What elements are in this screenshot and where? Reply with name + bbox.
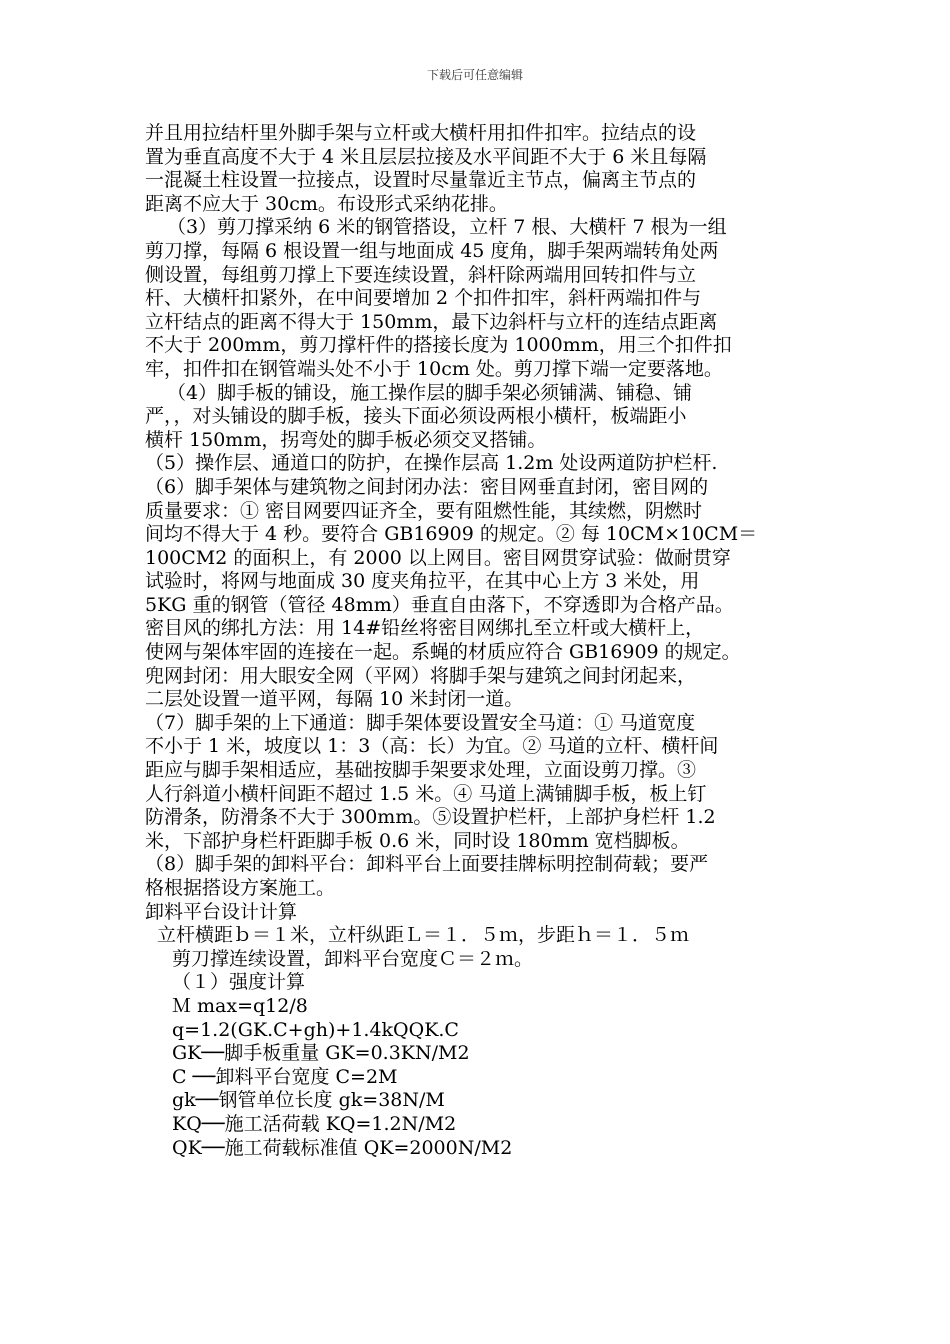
text-line: 杆、大横杆扣紧外，在中间要增加 2 个扣件扣牢，斜杆两端扣件与 <box>145 287 702 310</box>
text-line: 立杆横距ｂ＝１米，立杆纵距Ｌ＝１．５ｍ，步距ｈ＝１．５ｍ <box>157 924 690 947</box>
text-line: 格根据搭设方案施工。 <box>145 877 336 899</box>
text-line: （6）脚手架体与建筑物之间封闭办法：密目网垂直封闭，密目网的 <box>145 475 709 498</box>
text-line: 不小于 1 米，坡度以 1：3（高：长）为宜。② 马道的立杆、横杆间 <box>145 735 719 758</box>
text-line: 横杆 150mm，拐弯处的脚手板必须交叉搭铺。 <box>145 428 547 451</box>
text-line: 二层处设置一道平网，每隔 10 米封闭一道。 <box>145 688 524 711</box>
text-line: 间均不得大于 4 秒。要符合 GB16909 的规定。② 每 10CM×10CM＝ <box>145 523 758 546</box>
formula-line: Ｍ max=q12/8 <box>172 994 308 1017</box>
text-line: （4）脚手板的铺设，施工操作层的脚手架必须铺满、铺稳、铺 <box>167 381 693 404</box>
text-line: （7）脚手架的上下通道：脚手架体要设置安全马道：① 马道宽度 <box>145 711 696 734</box>
text-line: 米，下部护身栏杆距脚手板 0.6 米，同时设 180mm 宽档脚板。 <box>145 829 690 852</box>
text-line: 立杆结点的距离不得大于 150mm，最下边斜杆与立杆的连结点距离 <box>145 310 718 333</box>
text-line: 使网与架体牢固的连接在一起。系蝇的材质应符合 GB16909 的规定。 <box>145 641 741 664</box>
text-line: 剪刀撑连续设置，卸料平台宽度Ｃ＝２ｍ。 <box>172 947 534 970</box>
text-line: 严，，对头铺设的脚手板，接头下面必须设两根小横杆，板端距小 <box>145 405 687 428</box>
formula-line: C ──卸料平台宽度 C=2M <box>172 1065 398 1088</box>
text-line: （5）操作层、通道口的防护，在操作层高 1.2m 处设两道防护栏杆. <box>145 452 718 475</box>
text-line: 防滑条，防滑条不大于 300mm。⑤设置护栏杆，上部护身栏杆 1.2 <box>145 806 716 829</box>
text-line: 距应与脚手架相适应，基础按脚手架要求处理，立面设剪刀撑。③ <box>145 759 697 782</box>
formula-line: q=1.2(GK.C+gh)+1.4kQQK.C <box>172 1018 459 1041</box>
text-line: 距离不应大于 30cm。布设形式采纳花排。 <box>145 192 508 215</box>
text-line: 剪刀撑，每隔 6 根设置一组与地面成 45 度角，脚手架两端转角处两 <box>145 239 719 262</box>
text-line: 100CM2 的面积上，有 2000 以上网目。密目网贯穿试验：做耐贯穿 <box>145 546 731 569</box>
text-line: （8）脚手架的卸料平台：卸料平台上面要挂牌标明控制荷载；要严 <box>145 853 709 876</box>
formula-line: gk──钢管单位长度 gk=38N/M <box>172 1089 445 1112</box>
formula-line: GK──脚手板重量 GK=0.3KN/M2 <box>172 1042 470 1065</box>
text-line: 置为垂直高度不大于 4 米且层层拉接及水平间距不大于 6 米且每隔 <box>145 145 707 168</box>
text-line: 侧设置，每组剪刀撑上下要连续设置，斜杆除两端用回转扣件与立 <box>145 263 697 286</box>
subsection-heading: （１）强度计算 <box>172 971 306 994</box>
formula-line: QK──施工荷载标准值 QK=2000N/M2 <box>172 1136 513 1159</box>
text-line: 兜网封闭：用大眼安全网（平网）将脚手架与建筑之间封闭起来， <box>145 664 697 687</box>
text-line: 一混凝土柱设置一拉接点，设置时尽量靠近主节点，偏离主节点的 <box>145 169 697 192</box>
text-line: 不大于 200mm，剪刀撑杆件的搭接长度为 1000mm，用三个扣件扣 <box>145 334 732 357</box>
text-line: 质量要求：① 密目网要四证齐全，要有阻燃性能，其续燃，阴燃时 <box>145 499 703 522</box>
text-line: 并且用拉结杆里外脚手架与立杆或大横杆用扣件扣牢。拉结点的设 <box>145 122 697 144</box>
text-line: 牢，扣件扣在钢管端头处不小于 10cm 处。剪刀撑下端一定要落地。 <box>145 357 723 380</box>
text-line: （3）剪刀撑采纳 6 米的钢管搭设，立杆 7 根、大横杆 7 根为一组 <box>167 216 727 239</box>
text-line: 试验时，将网与地面成 30 度夹角拉平，在其中心上方 3 米处，用 <box>145 570 700 593</box>
text-line: 5KG 重的钢管（管径 48mm）垂直自由落下，不穿透即为合格产品。 <box>145 593 734 616</box>
text-line: 人行斜道小横杆间距不超过 1.5 米。④ 马道上满铺脚手板，板上钉 <box>145 782 707 805</box>
formula-line: KQ──施工活荷载 KQ=1.2N/M2 <box>172 1112 457 1135</box>
document-body <box>145 122 825 1160</box>
text-line: 密目风的绑扎方法：用 14#铅丝将密目网绑扎至立杆或大横杆上， <box>145 617 705 640</box>
section-heading: 卸料平台设计计算 <box>145 900 298 923</box>
page-header: 下载后可任意编辑 <box>426 68 523 82</box>
